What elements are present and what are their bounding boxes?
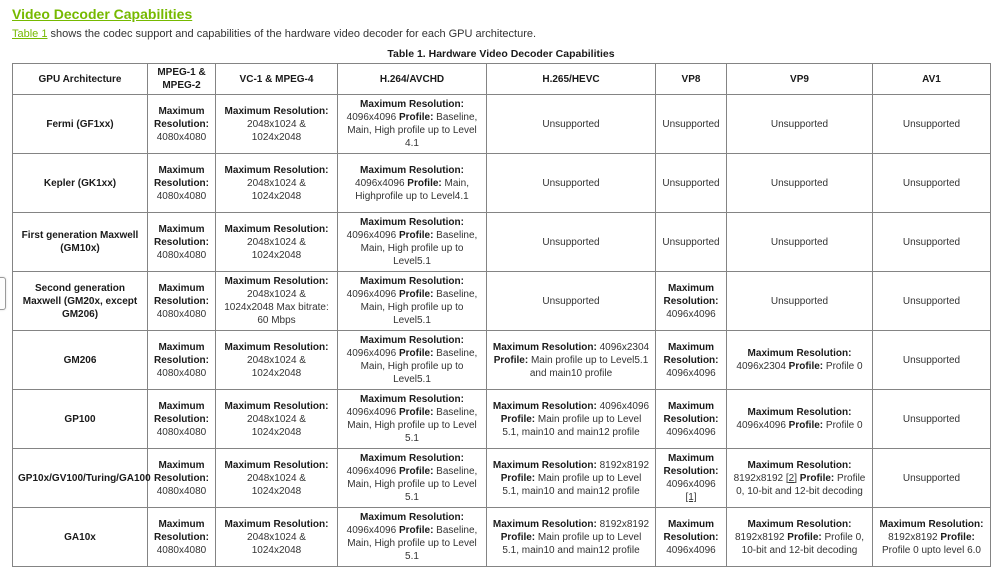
- codec-cell: [873, 213, 991, 272]
- cell-text: 2048x1024 & 1024x2048: [247, 354, 306, 379]
- codec-cell: [656, 95, 727, 154]
- cell-text: Profile:: [493, 354, 529, 366]
- codec-cell: [216, 213, 338, 272]
- gpu-architecture-cell: Second generation Maxwell (GM20x, except GM206): [13, 272, 148, 331]
- codec-cell: [338, 390, 487, 449]
- codec-cell: [873, 331, 991, 390]
- codec-cell: [656, 331, 727, 390]
- page-title: Video Decoder Capabilities: [12, 6, 193, 22]
- cell-text: Maximum Resolution:: [747, 518, 852, 530]
- column-header: VP9: [727, 64, 873, 95]
- gpu-architecture-cell: Fermi (GF1xx): [13, 95, 148, 154]
- cell-text: Profile:: [500, 413, 536, 425]
- cell-text: Maximum Resolution:: [360, 512, 464, 523]
- cell-text: 4096x2304: [596, 341, 650, 353]
- cell-text: Maximum Resolution:: [224, 341, 329, 353]
- codec-cell: [727, 154, 873, 213]
- cell-text: Maximum Resolution:: [224, 400, 329, 412]
- cell-text: Unsupported: [902, 177, 961, 189]
- codec-cell: [727, 508, 873, 567]
- cell-text: Profile:: [398, 112, 434, 123]
- cell-text: Profile:: [398, 348, 434, 359]
- cell-text: 4096x4096: [736, 420, 789, 431]
- table-row: [13, 508, 991, 567]
- codec-cell: [148, 508, 216, 567]
- codec-cell: [873, 508, 991, 567]
- cell-text: Profile:: [398, 230, 434, 241]
- table-header: [13, 64, 991, 95]
- codec-cell: [873, 272, 991, 331]
- codec-cell: [338, 95, 487, 154]
- cell-text: 4080x4080: [156, 367, 207, 379]
- table-row: [13, 390, 991, 449]
- codec-cell: [216, 154, 338, 213]
- cell-text: 8192x8192: [596, 459, 650, 471]
- cell-text: Unsupported: [902, 354, 961, 366]
- cell-text: Maximum Resolution:: [663, 518, 719, 543]
- codec-cell: [727, 449, 873, 508]
- intro-text: shows the codec support and capabilities of the hardware video decoder for each GPU architecture.: [47, 28, 537, 40]
- codec-cell: [216, 331, 338, 390]
- table-row: [13, 449, 991, 508]
- cell-text: 2048x1024 & 1024x2048: [247, 118, 306, 143]
- cell-text: 4096x4096: [346, 230, 399, 241]
- table-row: [13, 95, 991, 154]
- codec-cell: [656, 508, 727, 567]
- table-row: [13, 154, 991, 213]
- codec-cell: [487, 449, 656, 508]
- codec-cell: [338, 154, 487, 213]
- header-row: [13, 64, 991, 95]
- cell-text: Profile:: [788, 420, 824, 431]
- column-header: AV1: [873, 64, 991, 95]
- cell-text: Unsupported: [902, 118, 961, 130]
- codec-cell: [487, 508, 656, 567]
- codec-cell: [148, 390, 216, 449]
- codec-cell: [487, 272, 656, 331]
- codec-cell: [656, 390, 727, 449]
- gpu-architecture-cell: First generation Maxwell (GM10x): [13, 213, 148, 272]
- cell-text: 4096x4096: [666, 308, 716, 320]
- cell-text: Main profile up to Level5.1 and main10 profile: [528, 354, 649, 379]
- cell-text: 4080x4080: [156, 190, 207, 202]
- codec-cell: [338, 272, 487, 331]
- cell-text: Profile 0: [823, 361, 863, 372]
- cell-text: Unsupported: [662, 236, 720, 248]
- column-header: MPEG-1 & MPEG-2: [148, 64, 216, 95]
- footnote-link[interactable]: [2]: [785, 472, 798, 484]
- cell-text: 4096x4096: [355, 177, 408, 189]
- cell-text: Maximum Resolution:: [492, 518, 597, 530]
- cell-text: 2048x1024 & 1024x2048: [247, 236, 306, 261]
- cell-text: 4096x2304: [736, 361, 789, 372]
- cell-text: 2048x1024 & 1024x2048: [247, 472, 306, 497]
- codec-cell: [487, 331, 656, 390]
- cell-text: Maximum Resolution:: [663, 400, 719, 425]
- gpu-architecture-cell: GA10x: [13, 508, 148, 567]
- codec-cell: [727, 390, 873, 449]
- cell-text: Profile:: [500, 472, 536, 484]
- codec-cell: [656, 213, 727, 272]
- cell-text: Maximum Resolution:: [747, 459, 852, 471]
- cell-text: Maximum Resolution:: [224, 459, 329, 471]
- cell-text: Maximum Resolution:: [154, 459, 209, 484]
- cell-text: 4096x4096: [666, 367, 716, 379]
- cell-text: Maximum Resolution:: [747, 348, 852, 359]
- cell-text: Baseline, Main, High profile up to Level5.1: [360, 230, 478, 267]
- cell-text: Maximum Resolution:: [360, 276, 464, 287]
- cell-text: Unsupported: [902, 295, 961, 307]
- codec-cell: [148, 331, 216, 390]
- cell-text: Profile 0, 10-bit and 12-bit decoding: [736, 472, 866, 497]
- cell-text: 4080x4080: [156, 485, 207, 497]
- cell-text: Profile:: [940, 531, 975, 543]
- codec-cell: [148, 154, 216, 213]
- cell-text: Profile:: [398, 407, 434, 418]
- codec-cell: [656, 272, 727, 331]
- cell-text: Maximum Resolution:: [154, 164, 209, 189]
- cell-text: Maximum Resolution:: [360, 453, 464, 464]
- cell-text: Baseline, Main, High profile up to Level 5.1: [347, 525, 478, 562]
- cell-text: Unsupported: [770, 118, 829, 130]
- cell-text: 4096x4096: [346, 466, 399, 477]
- column-header: H.264/AVCHD: [338, 64, 487, 95]
- cell-text: 8192x8192: [735, 531, 788, 543]
- cell-text: Maximum Resolution:: [492, 400, 597, 412]
- cell-text: 4096x4096: [346, 407, 399, 418]
- cell-text: Baseline, Main, High profile up to Level 4.1: [347, 112, 478, 149]
- cell-text: Maximum Resolution:: [747, 407, 852, 418]
- codec-cell: [338, 449, 487, 508]
- codec-cell: [727, 331, 873, 390]
- cell-text: Maximum Resolution:: [360, 335, 464, 346]
- cell-text: 4096x4096: [346, 348, 399, 359]
- codec-cell: [727, 213, 873, 272]
- cell-text: 4080x4080: [156, 426, 207, 438]
- codec-cell: [487, 213, 656, 272]
- cell-text: 2048x1024 & 1024x2048 Max bitrate: 60 Mbps: [224, 289, 329, 326]
- cell-text: 2048x1024 & 1024x2048: [247, 177, 306, 202]
- edge-scroll-tab[interactable]: [0, 277, 6, 310]
- cell-text: Maximum Resolution:: [154, 341, 209, 366]
- cell-text: Profile 0: [823, 420, 863, 431]
- cell-text: Unsupported: [542, 295, 600, 307]
- codec-cell: [656, 449, 727, 508]
- codec-cell: [487, 154, 656, 213]
- intro-paragraph: [12, 28, 989, 40]
- codec-cell: [338, 508, 487, 567]
- cell-text: Maximum Resolution:: [663, 453, 719, 477]
- cell-text: 8192x8192: [733, 472, 786, 484]
- codec-cell: [656, 154, 727, 213]
- cell-text: Profile:: [407, 177, 442, 189]
- cell-text: 2048x1024 & 1024x2048: [247, 413, 306, 438]
- cell-text: Maximum Resolution:: [492, 459, 597, 471]
- codec-cell: [338, 213, 487, 272]
- cell-text: 2048x1024 & 1024x2048: [247, 531, 306, 556]
- codec-cell: [216, 95, 338, 154]
- cell-text: Unsupported: [542, 118, 600, 130]
- cell-text: Unsupported: [770, 295, 829, 307]
- cell-text: Maximum Resolution:: [360, 217, 464, 228]
- codec-cell: [148, 449, 216, 508]
- table-row: [13, 331, 991, 390]
- cell-text: Maximum Resolution:: [663, 282, 719, 307]
- cell-text: Maximum Resolution:: [224, 518, 329, 530]
- cell-text: Unsupported: [770, 177, 829, 189]
- cell-text: 4080x4080: [156, 544, 207, 556]
- cell-text: Main profile up to Level 5.1, main10 and main12 profile: [502, 413, 642, 438]
- column-header: VP8: [656, 64, 727, 95]
- cell-text: Unsupported: [902, 413, 961, 425]
- cell-text: Profile 0 upto level 6.0: [882, 544, 981, 556]
- codec-cell: [873, 449, 991, 508]
- gpu-architecture-cell: GM206: [13, 331, 148, 390]
- cell-text: Maximum Resolution:: [663, 341, 719, 366]
- cell-text: Profile:: [500, 531, 536, 543]
- footnote-link[interactable]: [1]: [685, 492, 697, 503]
- codec-cell: [873, 390, 991, 449]
- codec-cell: [148, 213, 216, 272]
- cell-text: 4080x4080: [156, 131, 207, 143]
- decoder-table: [12, 63, 991, 567]
- cell-text: Maximum Resolution:: [154, 105, 209, 130]
- cell-text: Maximum Resolution:: [154, 400, 209, 425]
- cell-text: Maximum Resolution:: [360, 164, 464, 176]
- gpu-architecture-cell: Kepler (GK1xx): [13, 154, 148, 213]
- column-header: H.265/HEVC: [487, 64, 656, 95]
- cell-text: Maximum Resolution:: [154, 282, 209, 307]
- cell-text: Main profile up to Level 5.1, main10 and main12 profile: [502, 531, 642, 556]
- cell-text: Baseline, Main, High profile up to Level5.1: [360, 348, 478, 385]
- codec-cell: [216, 449, 338, 508]
- cell-text: Baseline, Main, High profile up to Level 5.1: [347, 466, 478, 503]
- cell-text: Profile:: [787, 531, 822, 543]
- cell-text: 4096x4096: [666, 479, 716, 490]
- codec-cell: [727, 272, 873, 331]
- cell-text: Main profile up to Level 5.1, main10 and main12 profile: [502, 472, 642, 497]
- codec-cell: [487, 95, 656, 154]
- cell-text: Profile:: [398, 525, 434, 536]
- cell-text: Baseline, Main, High profile up to Level5.1: [360, 289, 478, 326]
- cell-text: 4096x4096: [346, 112, 399, 123]
- codec-cell: [148, 95, 216, 154]
- cell-text: 4080x4080: [156, 249, 207, 261]
- cell-text: 4080x4080: [156, 308, 207, 320]
- cell-text: Unsupported: [770, 236, 829, 248]
- cell-text: Maximum Resolution:: [492, 341, 597, 353]
- cell-text: Baseline, Main, High profile up to Level 5.1: [347, 407, 478, 444]
- cell-text: Maximum Resolution:: [224, 164, 329, 176]
- cell-text: Unsupported: [902, 472, 961, 484]
- cell-text: Profile:: [398, 466, 434, 477]
- cell-text: Maximum Resolution:: [360, 99, 464, 110]
- table-caption: Table 1. Hardware Video Decoder Capabilities: [387, 48, 615, 60]
- cell-text: Maximum Resolution:: [224, 276, 329, 287]
- cell-text: 4096x4096: [666, 544, 716, 556]
- cell-text: Maximum Resolution:: [224, 105, 329, 117]
- codec-cell: [148, 272, 216, 331]
- codec-cell: [727, 95, 873, 154]
- table-1-link[interactable]: Table 1: [12, 28, 48, 40]
- codec-cell: [338, 331, 487, 390]
- codec-cell: [216, 272, 338, 331]
- cell-text: Unsupported: [542, 177, 600, 189]
- gpu-architecture-cell: GP10x/GV100/Turing/GA100: [13, 449, 148, 508]
- cell-text: Main, Highprofile up to Level4.1: [355, 177, 469, 202]
- cell-text: 4096x4096: [346, 289, 399, 300]
- cell-text: 8192x8192: [888, 531, 941, 543]
- cell-text: Profile 0, 10-bit and 12-bit decoding: [741, 531, 864, 556]
- cell-text: Profile:: [799, 472, 835, 484]
- cell-text: Unsupported: [902, 236, 961, 248]
- cell-text: Unsupported: [542, 236, 600, 248]
- cell-text: 4096x4096: [666, 426, 716, 438]
- table-row: [13, 272, 991, 331]
- codec-cell: [873, 154, 991, 213]
- codec-cell: [487, 390, 656, 449]
- column-header: GPU Architecture: [13, 64, 148, 95]
- cell-text: Maximum Resolution:: [154, 223, 209, 248]
- cell-text: Maximum Resolution:: [154, 518, 209, 543]
- codec-cell: [216, 390, 338, 449]
- codec-cell: [216, 508, 338, 567]
- codec-cell: [873, 95, 991, 154]
- cell-text: 4096x4096: [596, 400, 650, 412]
- cell-text: Unsupported: [662, 177, 720, 189]
- cell-text: Maximum Resolution:: [879, 518, 984, 530]
- cell-text: Maximum Resolution:: [360, 394, 464, 405]
- column-header: VC-1 & MPEG-4: [216, 64, 338, 95]
- cell-text: Profile:: [788, 361, 824, 372]
- cell-text: Maximum Resolution:: [224, 223, 329, 235]
- table-body: [13, 95, 991, 567]
- cell-text: Unsupported: [662, 118, 720, 130]
- gpu-architecture-cell: GP100: [13, 390, 148, 449]
- cell-text: 8192x8192: [596, 518, 650, 530]
- cell-text: Profile:: [398, 289, 434, 300]
- cell-text: 4096x4096: [346, 525, 399, 536]
- table-row: [13, 213, 991, 272]
